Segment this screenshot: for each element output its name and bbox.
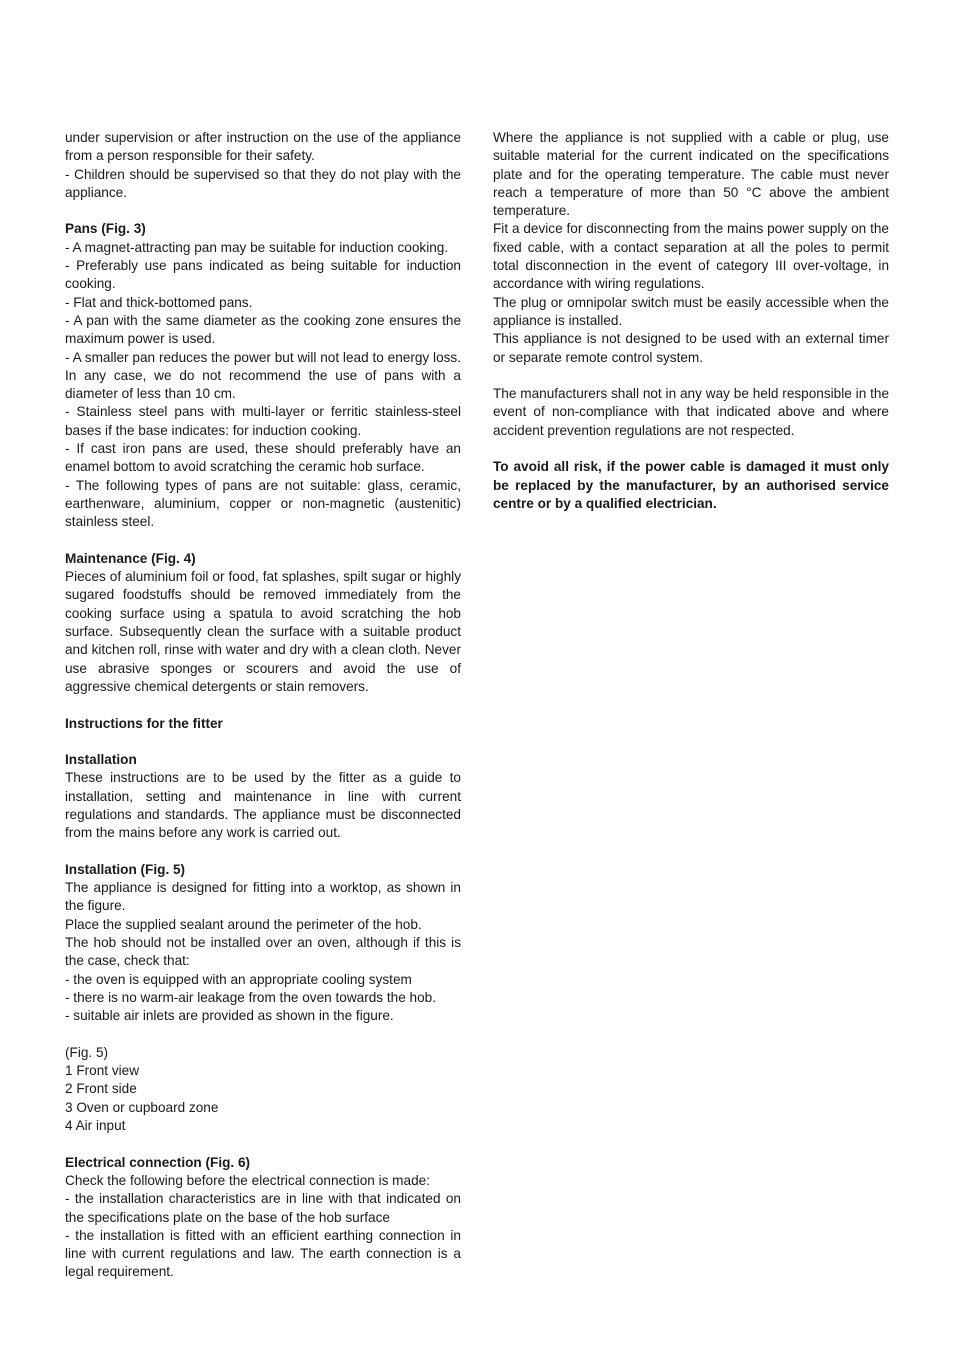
pans-item: - A pan with the same diameter as the cooking zone ensures the maximum power is used. xyxy=(65,312,461,347)
fig5-legend-label: (Fig. 5) xyxy=(65,1044,109,1060)
electrical-heading: Electrical connection (Fig. 6) xyxy=(65,1154,251,1170)
maintenance-heading: Maintenance (Fig. 4) xyxy=(65,550,196,566)
electrical-item: - the installation is fitted with an efficient earthing connection in line with current regulations and law. The earth connection is a legal requirement. xyxy=(65,1227,461,1280)
spacer xyxy=(65,202,461,220)
fig5-legend-item: 1 Front view xyxy=(65,1063,140,1079)
pans-heading: Pans (Fig. 3) xyxy=(65,221,146,237)
installation-heading: Installation xyxy=(65,752,137,768)
cable-paragraph: Where the appliance is not supplied with a cable or plug, use suitable material for the current indicated on the specifications plate and for the operating temperature. The cable must never reach a temperature of more than 50 °C above the ambient temperature. xyxy=(493,130,889,219)
pans-item: - Flat and thick-bottomed pans. xyxy=(65,294,253,310)
spacer xyxy=(493,367,889,385)
responsibility-paragraph: The manufacturers shall not in any way be held responsible in the event of non-compliance with that indicated above and where accident prevention regulations are not respected. xyxy=(493,386,889,438)
electrical-item: Check the following before the electrical connection is made: xyxy=(65,1172,430,1188)
right-column xyxy=(493,129,889,513)
installation-fig5-item: The appliance is designed for fitting into a worktop, as shown in the figure. xyxy=(65,880,461,914)
installation-fig5-item: The hob should not be installed over an oven, although if this is the case, check that: xyxy=(65,935,461,969)
installation-fig5-heading: Installation (Fig. 5) xyxy=(65,861,186,877)
fig5-legend-item: 2 Front side xyxy=(65,1081,137,1097)
timer-paragraph: This appliance is not designed to be used with an external timer or separate remote control system. xyxy=(493,331,889,365)
installation-fig5-item: - the oven is equipped with an appropriate cooling system xyxy=(65,971,412,987)
pans-item: - A smaller pan reduces the power but will not lead to energy loss. In any case, we do not recommend the use of pans with a diameter of less than 10 cm. xyxy=(65,349,461,402)
pans-item: - Preferably use pans indicated as being suitable for induction cooking. xyxy=(65,258,461,292)
spacer xyxy=(65,532,461,550)
left-column xyxy=(65,129,461,1282)
fig5-legend-item: 3 Oven or cupboard zone xyxy=(65,1099,219,1115)
spacer xyxy=(65,1135,461,1153)
spacer xyxy=(65,1026,461,1044)
spacer xyxy=(65,733,461,751)
spacer xyxy=(65,696,461,714)
installation-fig5-item: Place the supplied sealant around the perimeter of the hob. xyxy=(65,916,422,932)
pans-item: - Stainless steel pans with multi-layer or ferritic stainless-steel bases if the base indicates: for induction cooking. xyxy=(65,404,461,438)
spacer xyxy=(493,440,889,458)
spacer xyxy=(65,843,461,861)
electrical-item: - the installation characteristics are in line with that indicated on the specifications plate on the base of the hob surface xyxy=(65,1191,461,1225)
intro-paragraph-2: - Children should be supervised so that they do not play with the appliance. xyxy=(65,166,461,200)
switch-paragraph: The plug or omnipolar switch must be easily accessible when the appliance is installed. xyxy=(493,294,889,328)
pans-item: - The following types of pans are not suitable: glass, ceramic, earthenware, aluminium, copper or non-magnetic (austenitic) stainless steel. xyxy=(65,477,461,530)
fitter-heading: Instructions for the fitter xyxy=(65,715,223,731)
pans-item: - If cast iron pans are used, these should preferably have an enamel bottom to avoid scratching the ceramic hob surface. xyxy=(65,441,461,475)
disconnect-paragraph: Fit a device for disconnecting from the mains power supply on the fixed cable, with a contact separation at all the poles to permit total disconnection in the event of category III over-voltage, in accordance with wiring regulations. xyxy=(493,221,889,292)
fig5-legend-item: 4 Air input xyxy=(65,1118,126,1134)
installation-fig5-item: - suitable air inlets are provided as shown in the figure. xyxy=(65,1008,394,1024)
installation-text: These instructions are to be used by the fitter as a guide to installation, setting and maintenance in line with current regulations and standards. The appliance must be disconnected from the mains before any work is carried out. xyxy=(65,770,461,841)
installation-fig5-item: - there is no warm-air leakage from the oven towards the hob. xyxy=(65,989,436,1005)
intro-paragraph-1: under supervision or after instruction on the use of the appliance from a person responsible for their safety. xyxy=(65,130,461,164)
pans-item: - A magnet-attracting pan may be suitable for induction cooking. xyxy=(65,239,449,255)
maintenance-text: Pieces of aluminium foil or food, fat splashes, spilt sugar or highly sugared foodstuffs should be removed immediately from the cooking surface using a spatula to avoid scratching the hob surface. Subsequently clean the surface with a suitable product and kitchen roll, rinse with water and dry with a clean cloth. Never use abrasive sponges or scourers and avoid the use of aggressive chemical detergents or stain removers. xyxy=(65,569,461,694)
warning-paragraph: To avoid all risk, if the power cable is damaged it must only be replaced by the manufacturer, by an authorised service centre or by a qualified electrician. xyxy=(493,459,889,511)
